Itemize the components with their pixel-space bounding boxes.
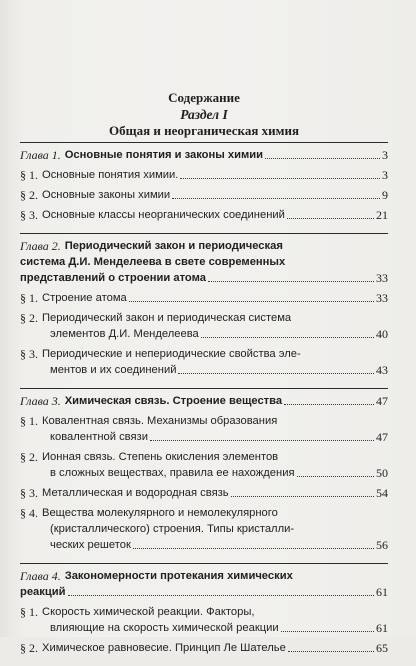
paragraph-label: § 3.: [20, 347, 38, 361]
leader-dots: [288, 651, 374, 652]
entry-text: Металлическая и водородная связь: [42, 487, 229, 499]
paragraph-label: § 2.: [20, 641, 38, 655]
page-number: 50: [376, 466, 388, 480]
entry-line: [20, 465, 388, 481]
entry-text: Периодические и непериодические свойства эле-: [42, 348, 301, 360]
toc-entry[interactable]: [20, 449, 388, 481]
toc-entry[interactable]: [20, 207, 388, 223]
entry-line: [20, 449, 388, 465]
entry-text: Основные классы неорганических соединений: [42, 209, 285, 221]
entry-line: [20, 187, 388, 203]
entry-text: в сложных веществах, правила ее нахождения: [50, 467, 295, 479]
chapter-title-text: Периодический закон и периодическая: [64, 240, 283, 252]
chapter-block: [20, 143, 388, 233]
toc-entry[interactable]: [20, 640, 388, 656]
chapter-title-line: [20, 584, 388, 600]
page-number: 56: [376, 538, 388, 552]
page-number: 3: [382, 168, 388, 182]
toc-entry[interactable]: [20, 604, 388, 636]
entry-text: Основные понятия химии.: [42, 169, 179, 181]
entry-line: [20, 537, 388, 553]
toc-heading: Содержание: [168, 90, 240, 105]
leader-dots: [150, 440, 374, 441]
entry-line: [20, 346, 388, 362]
leader-dots: [178, 373, 374, 374]
chapter-block: [20, 564, 388, 666]
entry-text: Вещества молекулярного и немолекулярного: [42, 507, 278, 519]
page-number: 47: [376, 430, 388, 444]
page-number: 61: [376, 621, 388, 635]
entry-text: влияющие на скорость химической реакции: [50, 622, 279, 634]
leader-dots: [231, 496, 374, 497]
entry-text: Периодический закон и периодическая система: [42, 312, 292, 324]
page-number: 33: [376, 271, 388, 285]
paragraph-label: § 3.: [20, 486, 38, 500]
chapter-title-text: Закономерности протекания химических: [64, 570, 293, 582]
page-number: 61: [376, 585, 388, 599]
chapter-title-line: [20, 270, 388, 286]
section-title: Раздел I: [180, 107, 228, 122]
entry-line: [20, 429, 388, 445]
page-number: 54: [376, 486, 388, 500]
chapter-list: [20, 142, 388, 666]
toc-entry[interactable]: [20, 290, 388, 306]
chapter-label: Глава 3.: [20, 394, 61, 408]
paragraph-label: § 1.: [20, 605, 38, 619]
chapter-heading[interactable]: [20, 238, 388, 286]
entry-line: [20, 362, 388, 378]
entry-text: Ковалентная связь. Механизмы образования: [42, 415, 278, 427]
page-number: 21: [376, 208, 388, 222]
section-subtitle: Общая и неорганическая химия: [109, 123, 299, 138]
entry-text: Скорость химической реакции. Факторы,: [42, 606, 255, 618]
chapter-title-line: [20, 393, 388, 409]
leader-dots: [297, 476, 375, 477]
entry-text: ментов и их соединений: [50, 364, 177, 376]
paragraph-label: § 1.: [20, 291, 38, 305]
page-number: 65: [376, 641, 388, 655]
page-number: 3: [382, 148, 388, 162]
leader-dots: [201, 337, 374, 338]
paragraph-label: § 2.: [20, 188, 38, 202]
leader-dots: [68, 595, 374, 596]
chapter-title-text: реакций: [20, 586, 66, 598]
leader-dots: [180, 178, 380, 179]
chapter-heading[interactable]: [20, 147, 388, 163]
paragraph-label: § 3.: [20, 208, 38, 222]
chapter-block: [20, 234, 388, 388]
entry-line: [20, 413, 388, 429]
paragraph-label: § 2.: [20, 450, 38, 464]
chapter-heading[interactable]: [20, 568, 388, 600]
chapter-title-text: Основные понятия и законы химии: [64, 149, 264, 161]
chapter-title-text: система Д.И. Менделеева в свете современных: [20, 256, 286, 268]
paragraph-label: § 1.: [20, 414, 38, 428]
entry-line: [20, 310, 388, 326]
leader-dots: [284, 404, 374, 405]
leader-dots: [172, 198, 380, 199]
chapter-label: Глава 1.: [20, 148, 61, 162]
page-number: 47: [376, 394, 388, 408]
entry-text: (кристаллического) строения. Типы кристалли-: [50, 523, 295, 535]
chapter-title-line: [20, 254, 388, 270]
entry-line: [20, 505, 388, 521]
toc-entry[interactable]: [20, 167, 388, 183]
entry-text: Основные законы химии: [42, 189, 171, 201]
chapter-block: [20, 389, 388, 563]
entry-line: [20, 604, 388, 620]
chapter-label: Глава 4.: [20, 569, 61, 583]
entry-text: ческих решеток: [50, 539, 131, 551]
chapter-title-line: [20, 568, 388, 584]
chapter-title-text: представлений о строении атома: [20, 272, 206, 284]
leader-dots: [133, 548, 374, 549]
toc-entry[interactable]: [20, 187, 388, 203]
page-number: 40: [376, 327, 388, 341]
entry-line: [20, 290, 388, 306]
entry-text: Строение атома: [42, 292, 127, 304]
toc-entry[interactable]: [20, 485, 388, 501]
chapter-title-line: [20, 147, 388, 163]
page-number: 43: [376, 363, 388, 377]
chapter-label: Глава 2.: [20, 239, 61, 253]
toc-entry[interactable]: [20, 505, 388, 553]
entry-text: ковалентной связи: [50, 431, 148, 443]
toc-entry[interactable]: [20, 413, 388, 445]
leader-dots: [281, 631, 374, 632]
entry-line: [20, 167, 388, 183]
paragraph-label: § 1.: [20, 168, 38, 182]
chapter-title-line: [20, 238, 388, 254]
toc-entry[interactable]: [20, 310, 388, 342]
entry-text: элементов Д.И. Менделеева: [50, 328, 199, 340]
page-number: 9: [382, 188, 388, 202]
toc-entry[interactable]: [20, 346, 388, 378]
entry-line: [20, 640, 388, 656]
leader-dots: [129, 301, 374, 302]
leader-dots: [287, 218, 374, 219]
entry-line: [20, 207, 388, 223]
entry-line: [20, 326, 388, 342]
paragraph-label: § 2.: [20, 311, 38, 325]
leader-dots: [265, 158, 380, 159]
chapter-heading[interactable]: [20, 393, 388, 409]
entry-line: [20, 521, 388, 537]
table-of-contents: [20, 90, 388, 666]
entry-line: [20, 620, 388, 636]
leader-dots: [208, 281, 374, 282]
page-number: 33: [376, 291, 388, 305]
entry-text: Химическое равновесие. Принцип Ле Шателье: [42, 642, 286, 654]
entry-line: [20, 485, 388, 501]
entry-text: Ионная связь. Степень окисления элементов: [42, 451, 279, 463]
chapter-title-text: Химическая связь. Строение вещества: [64, 395, 283, 407]
paragraph-label: § 4.: [20, 506, 38, 520]
